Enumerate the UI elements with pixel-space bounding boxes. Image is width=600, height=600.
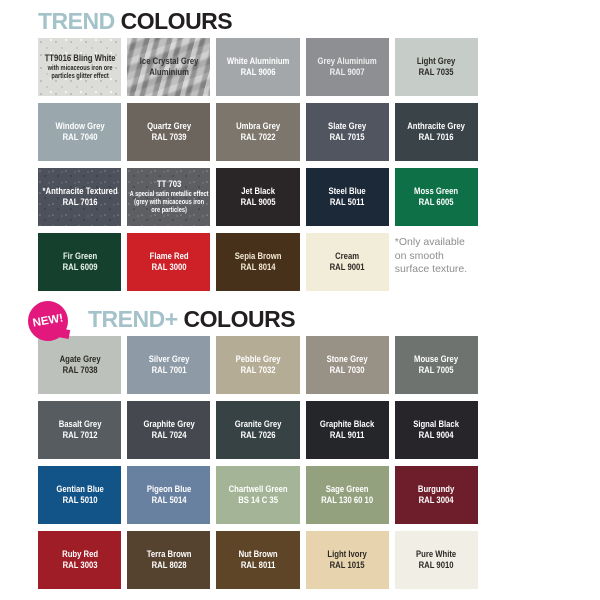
colour-swatch — [38, 466, 121, 524]
swatch-name: Silver Grey — [148, 353, 190, 365]
swatch-name: Burgundy — [418, 483, 455, 495]
swatch-code: RAL 5010 — [62, 495, 98, 507]
colour-swatch — [38, 336, 121, 394]
swatch-name: Light Grey — [417, 55, 456, 67]
colour-swatch — [395, 531, 478, 589]
swatch-name: Quartz Grey — [146, 120, 191, 132]
swatch-name: Basalt Grey — [58, 418, 101, 430]
colour-swatch — [216, 531, 299, 589]
colour-swatch — [127, 168, 210, 226]
colour-swatch — [306, 103, 389, 161]
swatch-name: Jet Black — [241, 185, 275, 197]
colour-swatch — [216, 233, 299, 291]
colour-swatch — [38, 38, 121, 96]
swatch-name: Chartwell Green — [228, 483, 288, 495]
swatch-code: RAL 8011 — [240, 560, 276, 572]
swatch-code: BS 14 C 35 — [238, 495, 278, 507]
swatch-name: Slate Grey — [328, 120, 367, 132]
colour-swatch — [38, 103, 121, 161]
swatch-code: RAL 7032 — [240, 365, 276, 377]
swatch-name: Pigeon Blue — [146, 483, 192, 495]
swatch-code: RAL 9011 — [329, 430, 365, 442]
swatch-code: RAL 9010 — [418, 560, 454, 572]
colour-swatch — [127, 401, 210, 459]
swatch-name: Terra Brown — [146, 548, 192, 560]
colour-swatch — [38, 531, 121, 589]
swatch-code: RAL 9007 — [329, 67, 365, 79]
swatch-code: RAL 7022 — [240, 132, 276, 144]
swatch-code: RAL 8014 — [240, 262, 276, 274]
colour-swatch — [127, 103, 210, 161]
swatch-code: RAL 7039 — [151, 132, 187, 144]
swatch-code: RAL 9005 — [240, 197, 276, 209]
swatch-code: RAL 9004 — [418, 430, 454, 442]
colour-swatch — [306, 336, 389, 394]
colour-swatch — [127, 233, 210, 291]
colour-swatch — [38, 401, 121, 459]
swatch-code: RAL 7012 — [62, 430, 98, 442]
swatch-name: Sage Green — [325, 483, 369, 495]
swatch-code: RAL 6009 — [62, 262, 98, 274]
swatch-name: Signal Black — [413, 418, 460, 430]
title-rest: COLOURS — [120, 8, 233, 34]
swatch-name: Flame Red — [149, 250, 189, 262]
colour-swatch — [127, 466, 210, 524]
new-badge: NEW! — [25, 298, 71, 344]
colour-swatch — [38, 168, 121, 226]
colour-swatch — [216, 336, 299, 394]
swatch-name: Sepia Brown — [234, 250, 282, 262]
title-accent: TREND+ — [88, 306, 178, 333]
swatch-name: Mouse Grey — [414, 353, 459, 365]
swatch-name: Grey Aluminium — [317, 55, 377, 67]
trend-plus-swatch-grid — [38, 336, 478, 589]
swatch-code: RAL 7024 — [151, 430, 187, 442]
swatch-code: RAL 9001 — [329, 262, 365, 274]
colour-swatch — [306, 233, 389, 291]
swatch-name: Steel Blue — [328, 185, 366, 197]
colour-swatch — [395, 401, 478, 459]
colour-swatch — [216, 103, 299, 161]
swatch-code: RAL 7001 — [151, 365, 187, 377]
swatch-name: White Aluminium — [226, 55, 290, 67]
swatch-name: Granite Grey — [234, 418, 282, 430]
colour-swatch — [395, 336, 478, 394]
swatch-code: RAL 9006 — [240, 67, 276, 79]
swatch-code: RAL 3004 — [418, 495, 454, 507]
colour-swatch — [306, 38, 389, 96]
swatch-name: Moss Green — [414, 185, 459, 197]
swatch-name: TT 703 — [156, 178, 181, 190]
swatch-name: Graphite Grey — [143, 418, 195, 430]
colour-swatch — [395, 38, 478, 96]
swatch-code: RAL 7040 — [62, 132, 98, 144]
colour-swatch — [38, 233, 121, 291]
swatch-name: Ice Crystal Grey Aluminium — [139, 55, 199, 79]
colour-swatch — [216, 466, 299, 524]
swatch-name: Graphite Black — [320, 418, 375, 430]
colour-swatch — [395, 466, 478, 524]
swatch-code: RAL 7016 — [418, 132, 454, 144]
colour-swatch — [216, 168, 299, 226]
swatch-code: RAL 5014 — [151, 495, 187, 507]
swatch-name: Pure White — [416, 548, 457, 560]
swatch-name: Fir Green — [62, 250, 97, 262]
colour-swatch — [216, 38, 299, 96]
swatch-code: RAL 8028 — [151, 560, 187, 572]
colour-swatch — [395, 168, 478, 226]
swatch-name: Agate Grey — [59, 353, 101, 365]
swatch-name: Ruby Red — [61, 548, 98, 560]
swatch-code: RAL 6005 — [418, 197, 454, 209]
swatch-name: Cream — [335, 250, 360, 262]
swatch-code: RAL 7016 — [62, 197, 98, 209]
footnote: *Only available on smooth surface texture. — [394, 236, 468, 276]
swatch-code: RAL 3000 — [151, 262, 187, 274]
colour-swatch — [395, 103, 478, 161]
swatch-code: RAL 3003 — [62, 560, 98, 572]
colour-swatch — [306, 168, 389, 226]
swatch-name: Umbra Grey — [235, 120, 281, 132]
swatch-name: *Anthracite Textured — [42, 185, 118, 197]
colour-swatch — [306, 401, 389, 459]
title-rest: COLOURS — [183, 306, 296, 333]
colour-swatch — [216, 401, 299, 459]
colour-swatch — [127, 38, 210, 96]
swatch-name: Pebble Grey — [235, 353, 281, 365]
trend-swatch-grid — [38, 38, 478, 291]
swatch-name: Light Ivory — [327, 548, 367, 560]
swatch-name: Gentian Blue — [55, 483, 104, 495]
swatch-description: A special satin metallic effect (grey with micaceous iron ore particles) — [129, 191, 209, 215]
swatch-name: TT9016 Bling White — [44, 52, 116, 64]
trend-colours-section — [38, 0, 478, 291]
swatch-code: RAL 1015 — [329, 560, 365, 572]
swatch-name: Stone Grey — [326, 353, 368, 365]
swatch-name: Anthracite Grey — [407, 120, 466, 132]
colour-swatch — [127, 336, 210, 394]
swatch-description: with micaceous iron ore particles glitter effect — [47, 65, 113, 81]
trend-plus-colours-section — [31, 306, 478, 589]
colour-swatch — [127, 531, 210, 589]
swatch-code: RAL 7038 — [62, 365, 98, 377]
section-title-trend — [38, 9, 478, 33]
swatch-code: RAL 7030 — [329, 365, 365, 377]
swatch-code: RAL 7015 — [329, 132, 365, 144]
swatch-code: RAL 7035 — [418, 67, 454, 79]
colour-swatch — [306, 531, 389, 589]
swatch-code: RAL 5011 — [329, 197, 365, 209]
title-accent: TREND — [38, 8, 115, 34]
swatch-code: RAL 130 60 10 — [321, 495, 374, 507]
swatch-code: RAL 7026 — [240, 430, 276, 442]
swatch-name: Nut Brown — [238, 548, 278, 560]
swatch-name: Window Grey — [55, 120, 105, 132]
swatch-code: RAL 7005 — [418, 365, 454, 377]
section-title-trend-plus — [88, 307, 478, 331]
colour-swatch — [306, 466, 389, 524]
trend-plus-title-row — [31, 306, 478, 333]
